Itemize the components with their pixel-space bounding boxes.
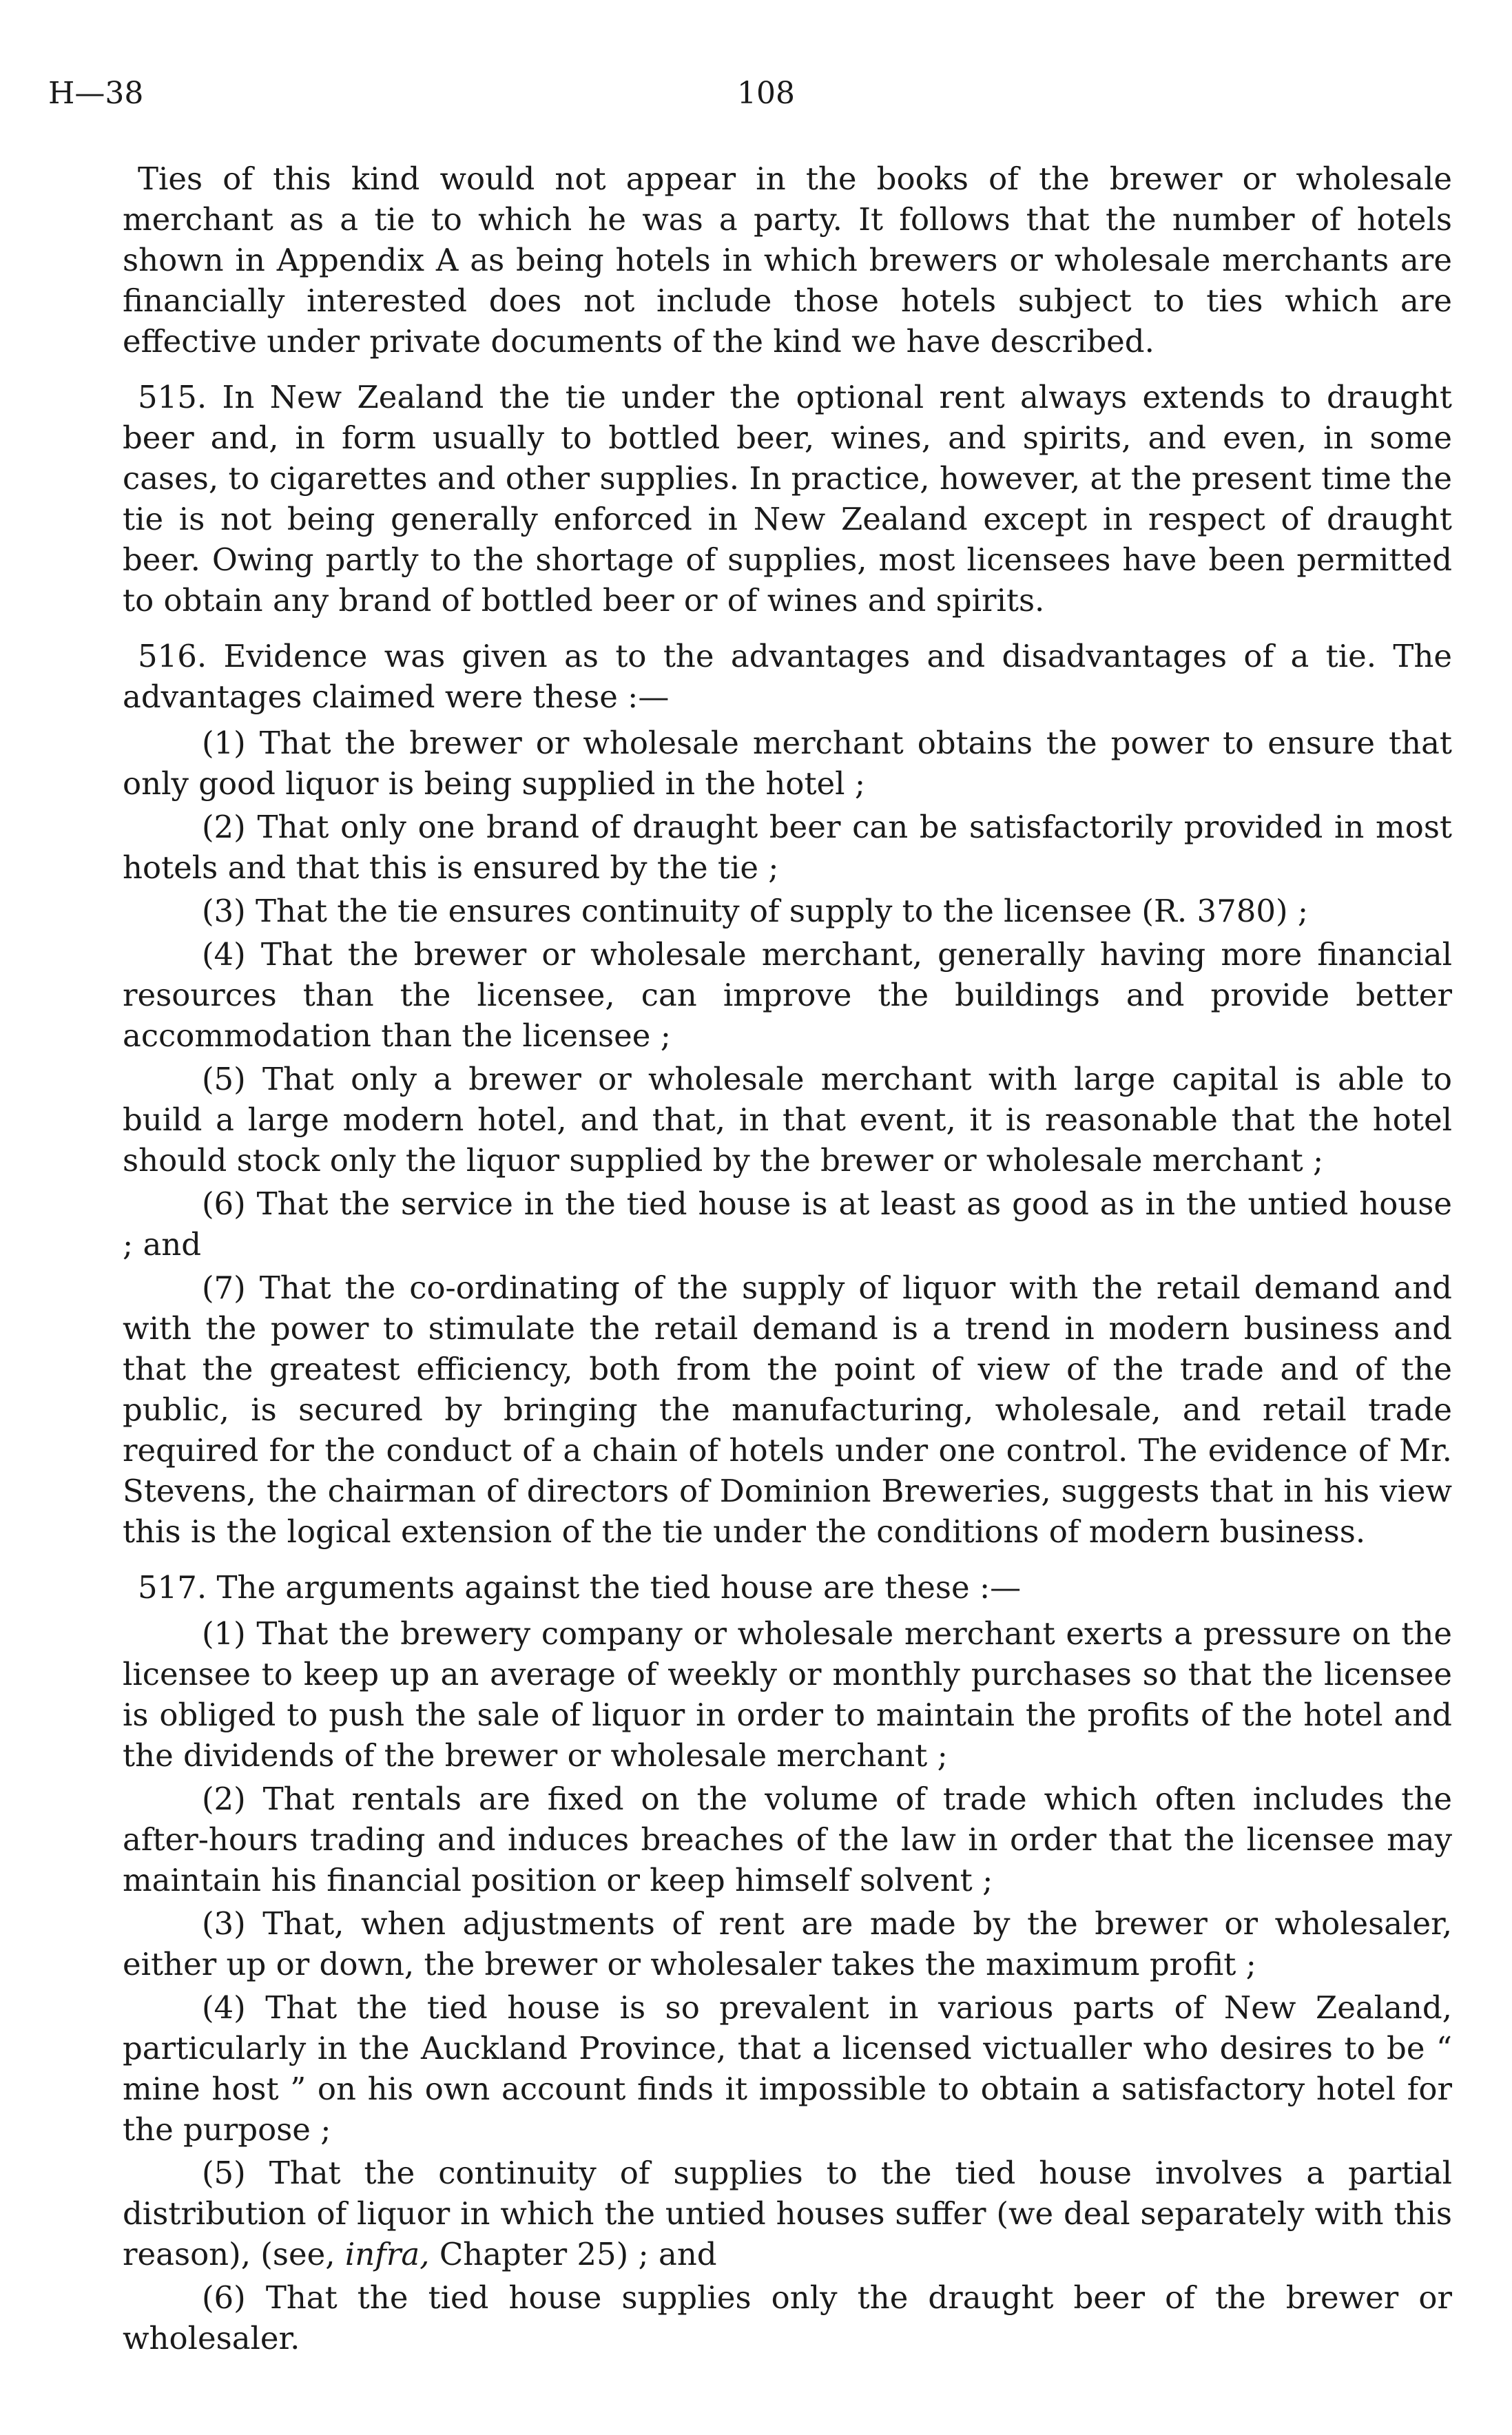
argument-item: (6) That the tied house supplies only the draught beer of the brewer or wholesaler. — [123, 2279, 1452, 2356]
paragraph-517-lead: 517. The arguments against the tied house are these :— — [138, 1569, 1022, 1606]
advantage-item: (7) That the co-ordinating of the supply of liquor with the retail demand and with the power to stimulate the retail demand is a trend in modern business and that the greatest efficiency, both from the point of view of the trade and of the public, is secured by bringing the manufacturing, wholesale, and retail trade required for the conduct of a chain of hotels under one control. The evidence of Mr. Stevens, the chairman of directors of Dominion Breweries, suggests that in his view this is the logical extension of the tie under the conditions of modern business. — [123, 1270, 1452, 1550]
argument-5-text: (5) That the continuity of supplies to the tied house involves a partial distribution of liquor in which the untied houses suffer (we deal separately with this reason), (see, — [123, 2155, 1452, 2272]
document-reference: H—38 — [48, 76, 144, 111]
paragraph-515: 515. In New Zealand the tie under the optional rent always extends to draught beer and, in form usually to bottled beer, wines, and spirits, and even, in some cases, to cigarettes and other supplies. In practice, however, at the present time the tie is not being generally enforced in New Zealand except in respect of draught beer. Owing partly to the shortage of supplies, most licensees have been permitted to obtain any brand of bottled beer or of wines and spirits. — [123, 379, 1452, 619]
page-header — [48, 76, 1464, 117]
advantage-item: (3) That the tie ensures continuity of supply to the licensee (R. 3780) ; — [202, 893, 1309, 929]
argument-item: (3) That, when adjustments of rent are made by the brewer or wholesaler, either up or down, the brewer or wholesaler takes the maximum profit ; — [123, 1905, 1452, 1982]
advantage-item: (2) That only one brand of draught beer can be satisfactorily provided in most hotels and that this is ensured by the tie ; — [123, 809, 1452, 886]
advantage-item: (6) That the service in the tied house is at least as good as in the untied house ; and — [123, 1185, 1452, 1263]
advantage-item: (5) That only a brewer or wholesale merchant with large capital is able to build a large modern hotel, and that, in that event, it is reasonable that the hotel should stock only the liquor supplied by the brewer or wholesale merchant ; — [123, 1061, 1452, 1179]
argument-item: (1) That the brewery company or wholesale merchant exerts a pressure on the licensee to keep up an average of weekly or monthly purchases so that the licensee is obliged to push the sale of liquor in order to maintain the profits of the hotel and the dividends of the brewer or wholesale merchant ; — [123, 1615, 1452, 1774]
infra-reference: infra, — [344, 2236, 430, 2272]
page-number: 108 — [737, 76, 795, 111]
argument-5-text-end: Chapter 25) ; and — [429, 2236, 717, 2272]
body-text — [123, 158, 1452, 2361]
paragraph-516-lead: 516. Evidence was given as to the advantages and disadvantages of a tie. The advantages claimed were these :— — [123, 638, 1452, 715]
advantage-item: (4) That the brewer or wholesale merchant, generally having more financial resources than the licensee, can improve the buildings and provide better accommodation than the licensee ; — [123, 936, 1452, 1054]
advantage-item: (1) That the brewer or wholesale merchant obtains the power to ensure that only good liquor is being supplied in the hotel ; — [123, 725, 1452, 802]
argument-item: (2) That rentals are fixed on the volume of trade which often includes the after-hours trading and induces breaches of the law in order that the licensee may maintain his financial position or keep himself solvent ; — [123, 1781, 1452, 1898]
argument-item — [123, 2153, 1452, 2275]
argument-item: (4) That the tied house is so prevalent in various parts of New Zealand, particularly in the Auckland Province, that a licensed victualler who desires to be “ mine host ” on his own account finds it impossible to obtain a satisfactory hotel for the purpose ; — [123, 1989, 1452, 2148]
intro-paragraph: Ties of this kind would not appear in the books of the brewer or wholesale merchant as a tie to which he was a party. It follows that the number of hotels shown in Appendix A as being hotels in which brewers or wholesale merchants are financially interested does not include those hotels subject to ties which are effective under private documents of the kind we have described. — [123, 160, 1452, 360]
